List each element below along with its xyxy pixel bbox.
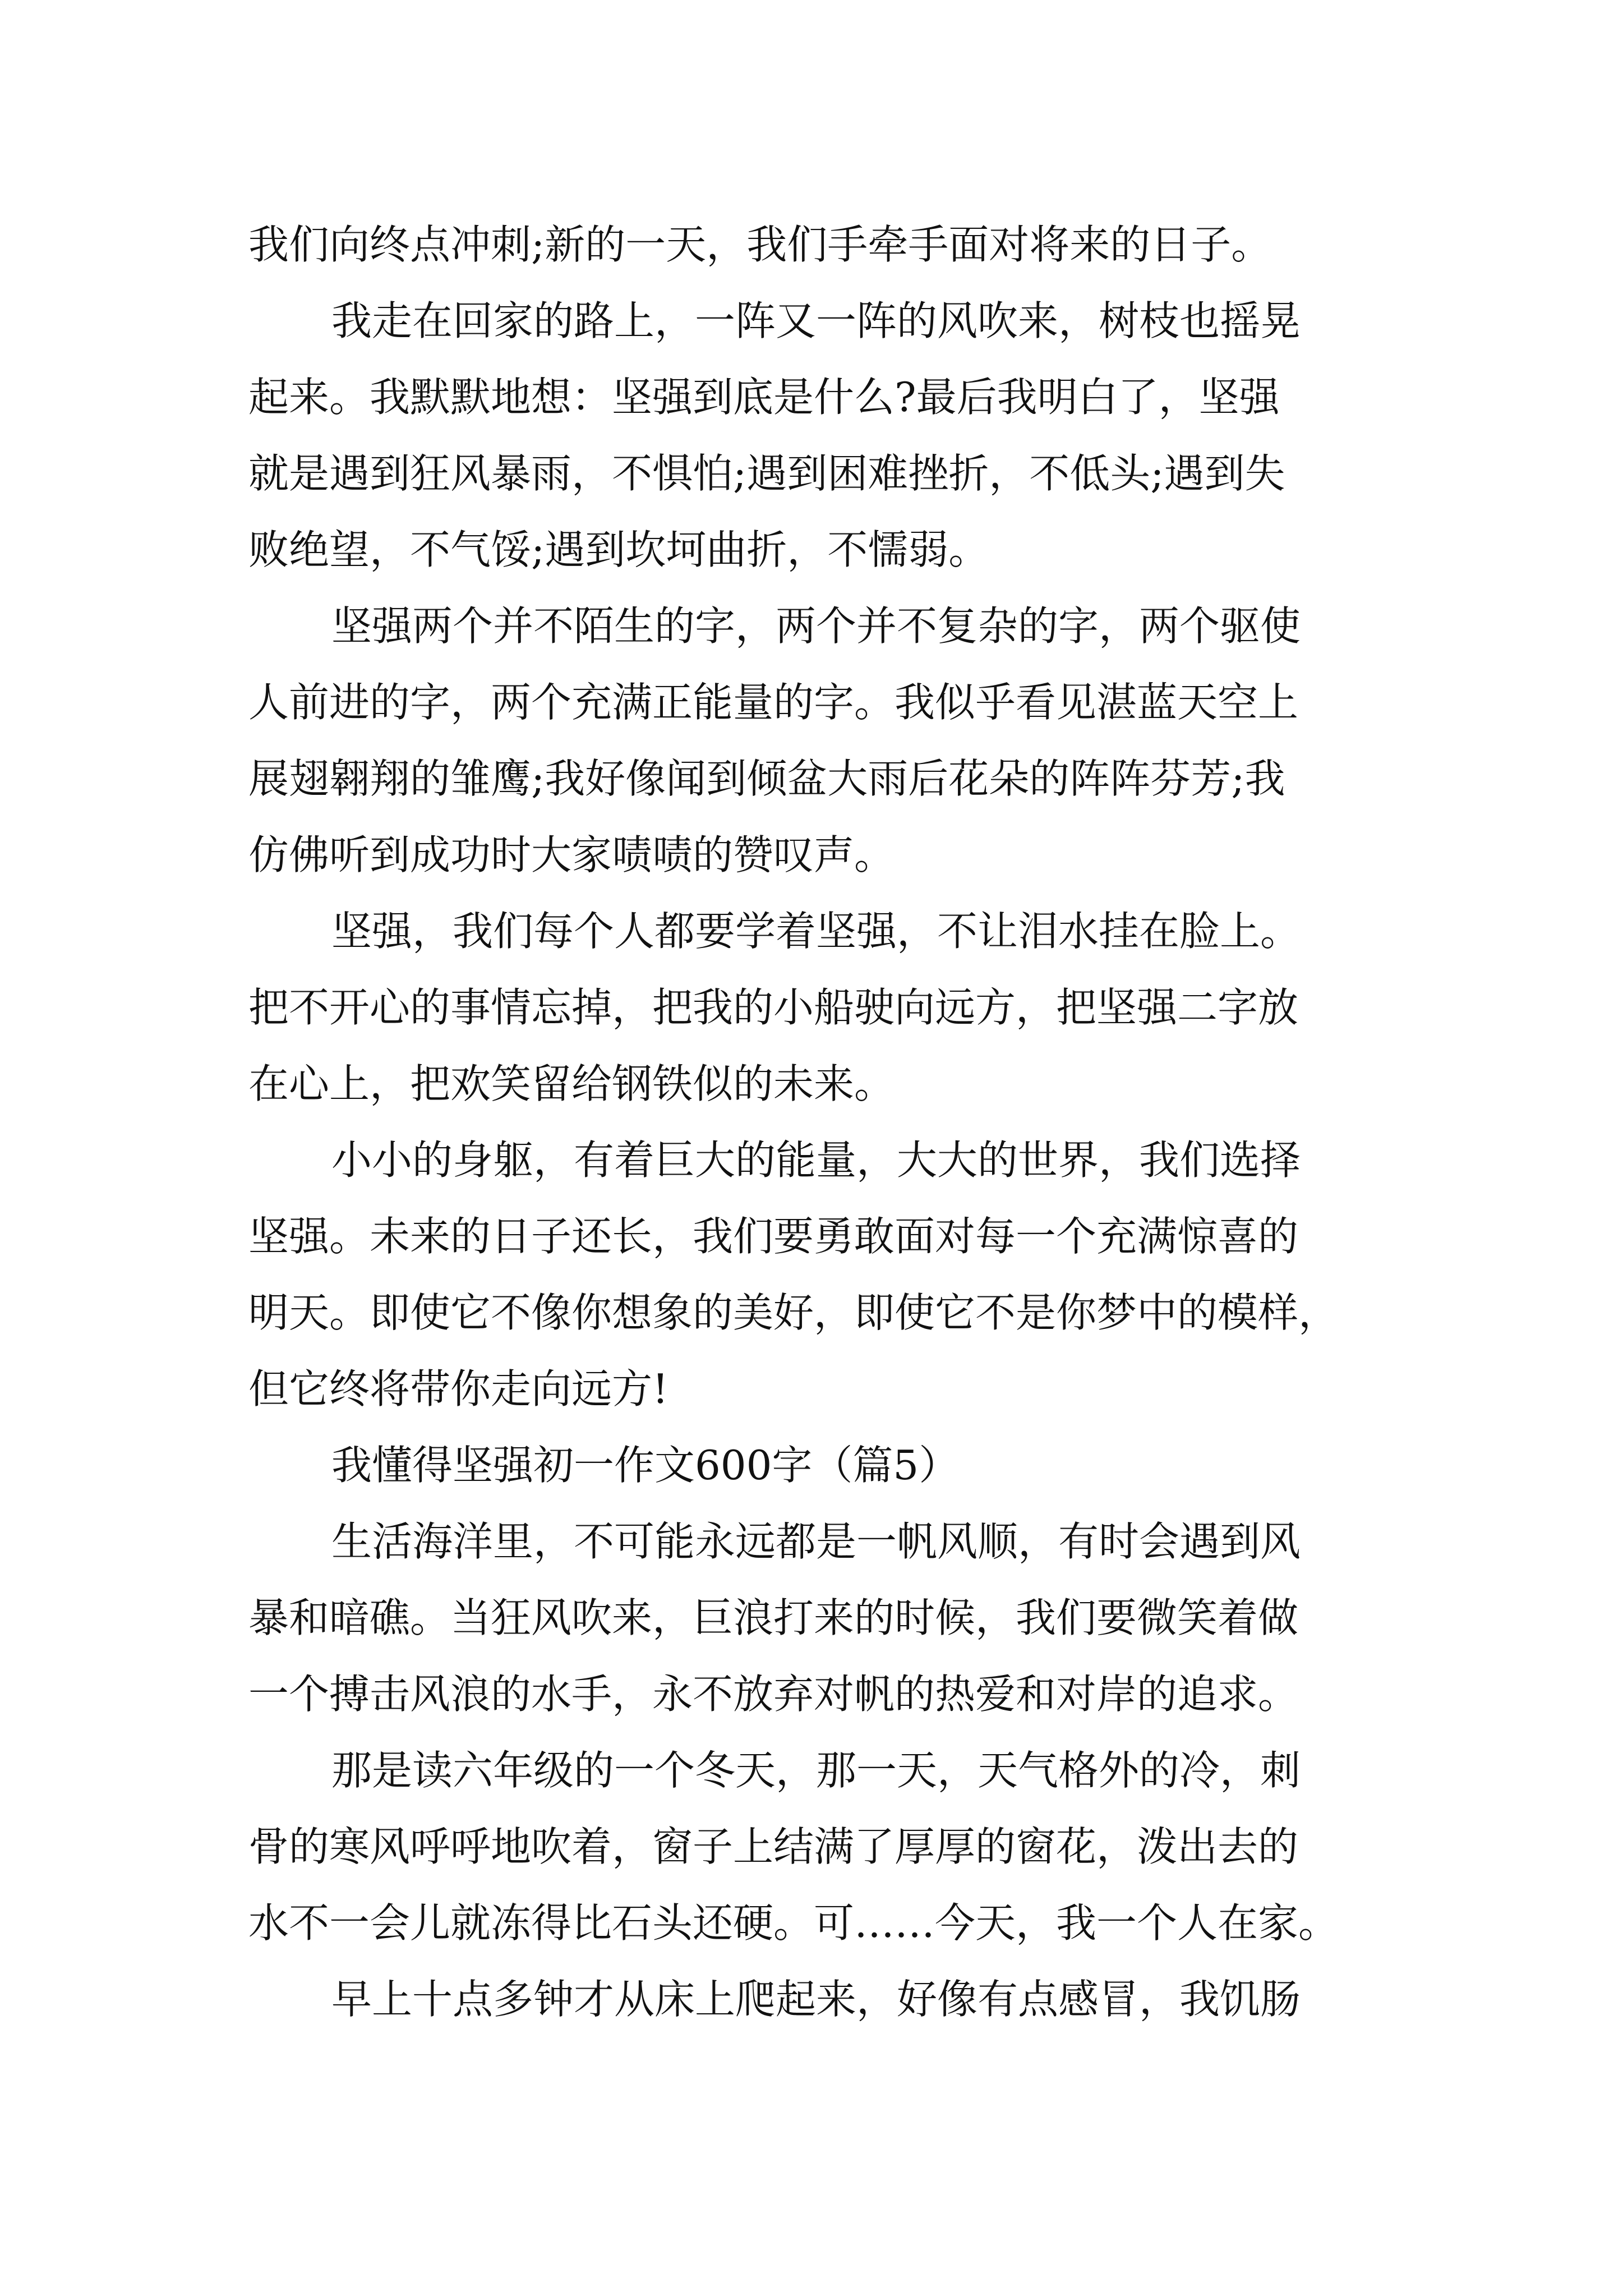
text-line: 坚强两个并不陌生的字，两个并不复杂的字，两个驱使 (331, 602, 1301, 650)
text-line: 坚强，我们每个人都要学着坚强，不让泪水挂在脸上。 (331, 908, 1301, 955)
text-line: 暴和暗礁。当狂风吹来，巨浪打来的时候，我们要微笑着做 (248, 1594, 1299, 1641)
text-line: 生活海洋里，不可能永远都是一帆风顺，有时会遇到风 (331, 1518, 1301, 1565)
text-line: 就是遇到狂风暴雨，不惧怕;遇到困难挫折，不低头;遇到失 (248, 450, 1285, 497)
text-line: 仿佛听到成功时大家啧啧的赞叹声。 (248, 831, 895, 878)
text-line: 骨的寒风呼呼地吹着，窗子上结满了厚厚的窗花，泼出去的 (248, 1823, 1299, 1870)
text-line: 坚强。未来的日子还长，我们要勇敢面对每一个充满惊喜的 (248, 1213, 1299, 1260)
text-line: 在心上，把欢笑留给钢铁似的未来。 (248, 1060, 895, 1107)
text-line: 败绝望，不气馁;遇到坎坷曲折，不懦弱。 (248, 526, 989, 573)
text-line: 把不开心的事情忘掉，把我的小船驶向远方，把坚强二字放 (248, 984, 1299, 1031)
text-line: 那是读六年级的一个冬天，那一天，天气格外的冷，刺 (331, 1747, 1301, 1794)
text-line: 展翅翱翔的雏鹰;我好像闻到倾盆大雨后花朵的阵阵芬芳;我 (248, 755, 1285, 802)
text-line: 小小的身躯，有着巨大的能量，大大的世界，我们选择 (331, 1137, 1301, 1184)
text-line: 明天。即使它不像你想象的美好，即使它不是你梦中的模样， (248, 1289, 1339, 1336)
text-line: 我们向终点冲刺;新的一天，我们手牵手面对将来的日子。 (248, 221, 1272, 268)
text-line: 早上十点多钟才从床上爬起来，好像有点感冒，我饥肠 (331, 1976, 1301, 2023)
text-line: 但它终将带你走向远方! (248, 1365, 668, 1412)
document-body (248, 206, 1393, 2037)
section-heading: 我懂得坚强初一作文600字（篇5） (331, 1442, 960, 1489)
text-line: 起来。我默默地想：坚强到底是什么?最后我明白了，坚强 (248, 374, 1280, 421)
text-line: 我走在回家的路上，一阵又一阵的风吹来，树枝也摇晃 (331, 297, 1301, 344)
text-line: 一个搏击风浪的水手，永不放弃对帆的热爱和对岸的追求。 (248, 1671, 1299, 1718)
text-line: 水不一会儿就冻得比石头还硬。可……今天，我一个人在家。 (248, 1899, 1339, 1947)
text-line: 人前进的字，两个充满正能量的字。我似乎看见湛蓝天空上 (248, 679, 1299, 726)
